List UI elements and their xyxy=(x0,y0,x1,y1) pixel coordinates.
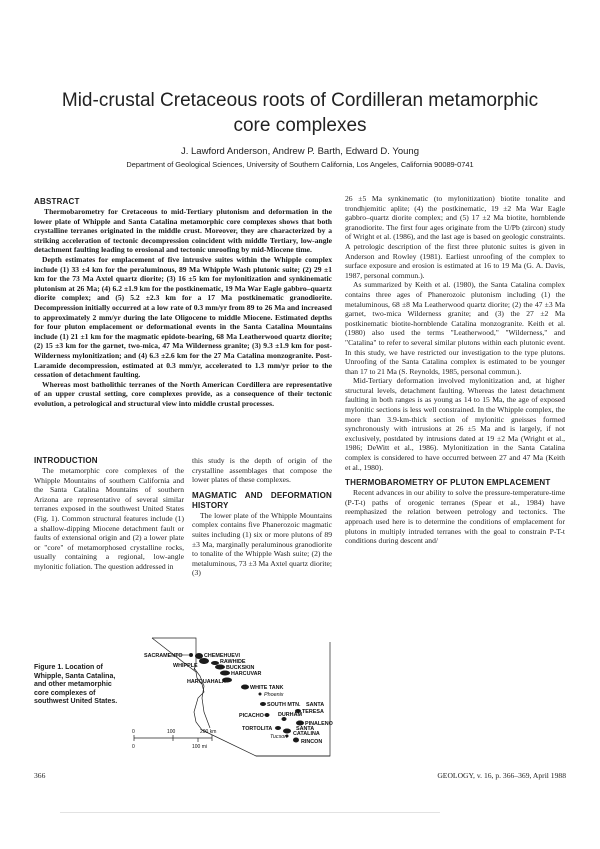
label-whipple: WHIPPLE xyxy=(173,663,198,669)
intro-heading: INTRODUCTION xyxy=(34,456,98,465)
abstract-paragraph: Whereas most batholithic terranes of the North American Cordillera are representative of an upper crustal setting, core complexes provide, as a consequence of their tectonic evolution, a petrological and structural view into middle crustal processes. xyxy=(34,379,332,408)
buckskin-complex xyxy=(215,665,225,670)
label-santa-teresa: SANTA TERESA xyxy=(302,702,325,715)
harcuvar-complex xyxy=(220,671,230,676)
intro-continuation: this study is the depth of origin of the crystalline assemblages that compose the lower plates of these complexes. xyxy=(192,456,332,485)
figure-caption: Figure 1. Location of Whipple, Santa Catalina, and other metamorphic core complexes of southwest United States. xyxy=(34,664,118,706)
sacramento-city-dot xyxy=(189,653,193,657)
label-harquahala: HARQUAHALA xyxy=(187,679,226,685)
affiliation: Department of Geological Sciences, University of Southern California, Los Angeles, California 90089-0741 xyxy=(126,160,474,169)
scale-km-100: 100 xyxy=(167,729,176,735)
label-white-tank: WHITE TANK xyxy=(250,685,284,691)
page-number: 366 xyxy=(34,771,46,780)
label-tortolita: TORTOLITA xyxy=(242,726,273,732)
santa-catalina-complex xyxy=(283,729,291,734)
intro-paragraph: The metamorphic core complexes of the Whipple Mountains of southern California and the Santa Catalina Mountains of southern Arizona are representative of several similar terranes exposed in the southwest United States (Fig. 1). Common structural features include (1) a shallow-dipping Miocene detachment fault or faults of extensional origin and (2) a lower plate or "core" of metamorphosed crystalline rocks, usually containing a regional, low-angle mylonitic foliation. The question addressed in xyxy=(34,466,184,571)
scale-km-200: 200 km xyxy=(200,729,217,735)
abstract-heading: ABSTRACT xyxy=(34,197,80,206)
label-sacramento: SACRAMENTO xyxy=(144,653,183,659)
colorado-river xyxy=(194,668,210,728)
label-rincon: RINCON xyxy=(301,739,323,745)
chemehuevi-complex xyxy=(195,653,203,659)
paper-title: Mid-crustal Cretaceous roots of Cordilleran metamorphic core complexes xyxy=(61,90,539,136)
intro-column xyxy=(34,456,184,572)
picacho-complex xyxy=(265,713,270,717)
rincon-complex xyxy=(293,738,299,743)
phoenix-city-dot xyxy=(259,693,262,696)
scale-mi-100: 100 mi xyxy=(192,744,208,750)
history-heading: MAGMATIC AND DEFORMATION HISTORY xyxy=(192,490,332,510)
pinaleno-complex xyxy=(296,721,304,726)
rawhide-complex xyxy=(211,661,219,665)
location-map xyxy=(34,632,336,782)
body-paragraph: Mid-Tertiary deformation involved mylonitization and, at higher structural levels, detachment faulting. Whereas the latest detachment faulting in both ranges is as young as 14 to 15 Ma, the age of exposed mylonitic sections is less well constrained. In the Whipple complex, the more than 3.9-km-thick section of mylonitic gneisses formed synchronously with intrusions at 26 ±5 Ma and is largely, if not exclusively, postdated by intrusions dated at 19 ±2 Ma (Wright et al., 1986; DeWitt et al., 1986). Mylonitization in the Santa Catalina complex is considered to have occurred between 27 and 47 Ma (Keith et al., 1980). xyxy=(345,376,565,472)
history-paragraph: The lower plate of the Whipple Mountains complex contains five Phanerozoic magmatic suites including (1) six or more plutons of 89 ±3 Ma, marginally peraluminous granodiorite to tonalite of the Whipple Wash suite; (2) the metaluminous, 73 ±3 Ma Axtel quartz diorite; (3) xyxy=(192,510,332,578)
journal-citation: GEOLOGY, v. 16, p. 366–369, April 1988 xyxy=(437,771,566,780)
body-paragraph: As summarized by Keith et al. (1980), the Santa Catalina complex contains three ages of Phanerozoic plutonism including (1) the metaluminous, 68 ±8 Ma Leatherwood quartz diorite; (2) the 47 ±3 Ma garnet, two-mica Wilderness granite; and (3) the 27 ±2 Ma postkinematic biotite-hornblende Catalina monzogranite. Keith et al. (1980) also used the terms "Leatherwood," "Wilderness," and "Catalina" to refer to several similar plutons within each plutonic event. In this study, we have restricted our investigation to the type plutons. Unroofing of the Santa Catalina complex is estimated to be younger than 17 to 21 Ma (S. Reynolds, 1985, personal commun.). xyxy=(345,280,565,376)
history-column xyxy=(192,456,332,578)
thermobarometry-heading: THERMOBAROMETRY OF PLUTON EMPLACEMENT xyxy=(345,478,551,488)
label-durham: DURHAM xyxy=(278,712,302,718)
abstract-paragraph: Thermobarometry for Cretaceous to mid-Tertiary plutonism and deformation in the lower plate of Whipple and Santa Catalina metamorphic core complexes shows that both crystalline terranes originated in the middle crust. Moreover, they are characterized by a striking acceleration of tectonic decompression coincident with middle Tertiary, low-angle detachment faulting leading to erosional and tectonic unroofing by mid-Miocene time. xyxy=(34,207,332,255)
label-santa-catalina: SANTA CATALINA xyxy=(293,726,320,737)
label-rawhide: RAWHIDE xyxy=(220,659,246,665)
scale-mi-0: 0 xyxy=(132,744,135,750)
label-south-mtn: SOUTH MTN. xyxy=(267,702,301,708)
scale-bar xyxy=(134,735,212,742)
author-list: J. Lawford Anderson, Andrew P. Barth, Edward D. Young xyxy=(180,146,419,157)
label-pinaleno: PINALENO xyxy=(305,721,333,727)
label-phoenix: Phoenix xyxy=(264,692,284,698)
label-harcuvar: HARCUVAR xyxy=(231,671,262,677)
body-paragraph: 26 ±5 Ma synkinematic (to mylonitization) biotite tonalite and trondhjemitic aplite; (4) the postkinematic, 19 ±2 Ma War Eagle gabbro–quartz diorite complex; and (5) 17 ±2 Ma biotite, hornblende granodiorite. The first four ages originate from the U/Pb (zircon) study of Wright et al. (1986), and the last age is based on geologic constraints. A petrologic description of the first three plutonic suites is given in Anderson and Rowley (1981). Earliest unroofing of the complex to surface exposure and erosion is estimated at 16 to 19 Ma (G. A. Davis, 1987, personal commun.). xyxy=(345,194,565,280)
scan-artifact-line xyxy=(60,812,440,813)
scale-km-0: 0 xyxy=(132,729,135,735)
label-tucson: Tucson xyxy=(270,734,288,740)
abstract-paragraph: Depth estimates for emplacement of five intrusive suites within the Whipple complex include (1) 33 ±4 km for the peraluminous, 89 Ma Whipple Wash plutonic suite; (2) 29 ±1 km for the 73 Ma Axtel quartz diorite; (3) 16 ±5 km for mylonitization and synkinematic plutonism at 26 Ma; (4) 6.2 ±1.9 km for the postkinematic, 19 Ma War Eagle gabbro–quartz diorite complex; and (5) 5.2 ±2.3 km for a 17 Ma postkinematic granodiorite. Decompression initially occurred at a low rate of 0.3 mm/yr from 89 to 26 Ma and increased to approximately 2 mm/yr during the late Oligocene to middle Miocene. Estimated depths for four pluton emplacement or deformational events in the Santa Catalina Mountains include (1) 21 ±1 km for the magmatic epidote-bearing, 68 Ma Leatherwood quartz diorite; (2) 15 ±3 km for the garnet, two-mica, 47 Ma Wilderness granite; (3) 9.3 ±1.9 km for post-Wilderness mylonitization; and (4) 6.3 ±2.6 km for the 27 Ma Catalina monzogranite. Post-Laramide decompression, estimated at 0.3 mm/yr, accelerated to 1.3 mm/yr prior to the cessation of detachment faulting. xyxy=(34,254,332,380)
label-picacho: PICACHO xyxy=(239,713,264,719)
label-buckskin: BUCKSKIN xyxy=(226,665,255,671)
white-tank-complex xyxy=(241,685,249,690)
abstract-section xyxy=(34,197,332,408)
body-paragraph: Recent advances in our ability to solve the pressure-temperature-time (P-T-t) paths of orogenic terranes (Spear et al., 1984) have reemphasized the relation between petrology and tectonics. The approach used here is to determine the conditions of emplacement for plutons in multiply intruded terranes with the goal to constrain P-T-t conditions during descent and/ xyxy=(345,488,565,546)
tortolita-complex xyxy=(275,726,281,730)
south-mtn-complex xyxy=(260,702,266,706)
right-column xyxy=(345,194,565,546)
label-chemehuevi: CHEMEHUEVI xyxy=(204,653,240,659)
